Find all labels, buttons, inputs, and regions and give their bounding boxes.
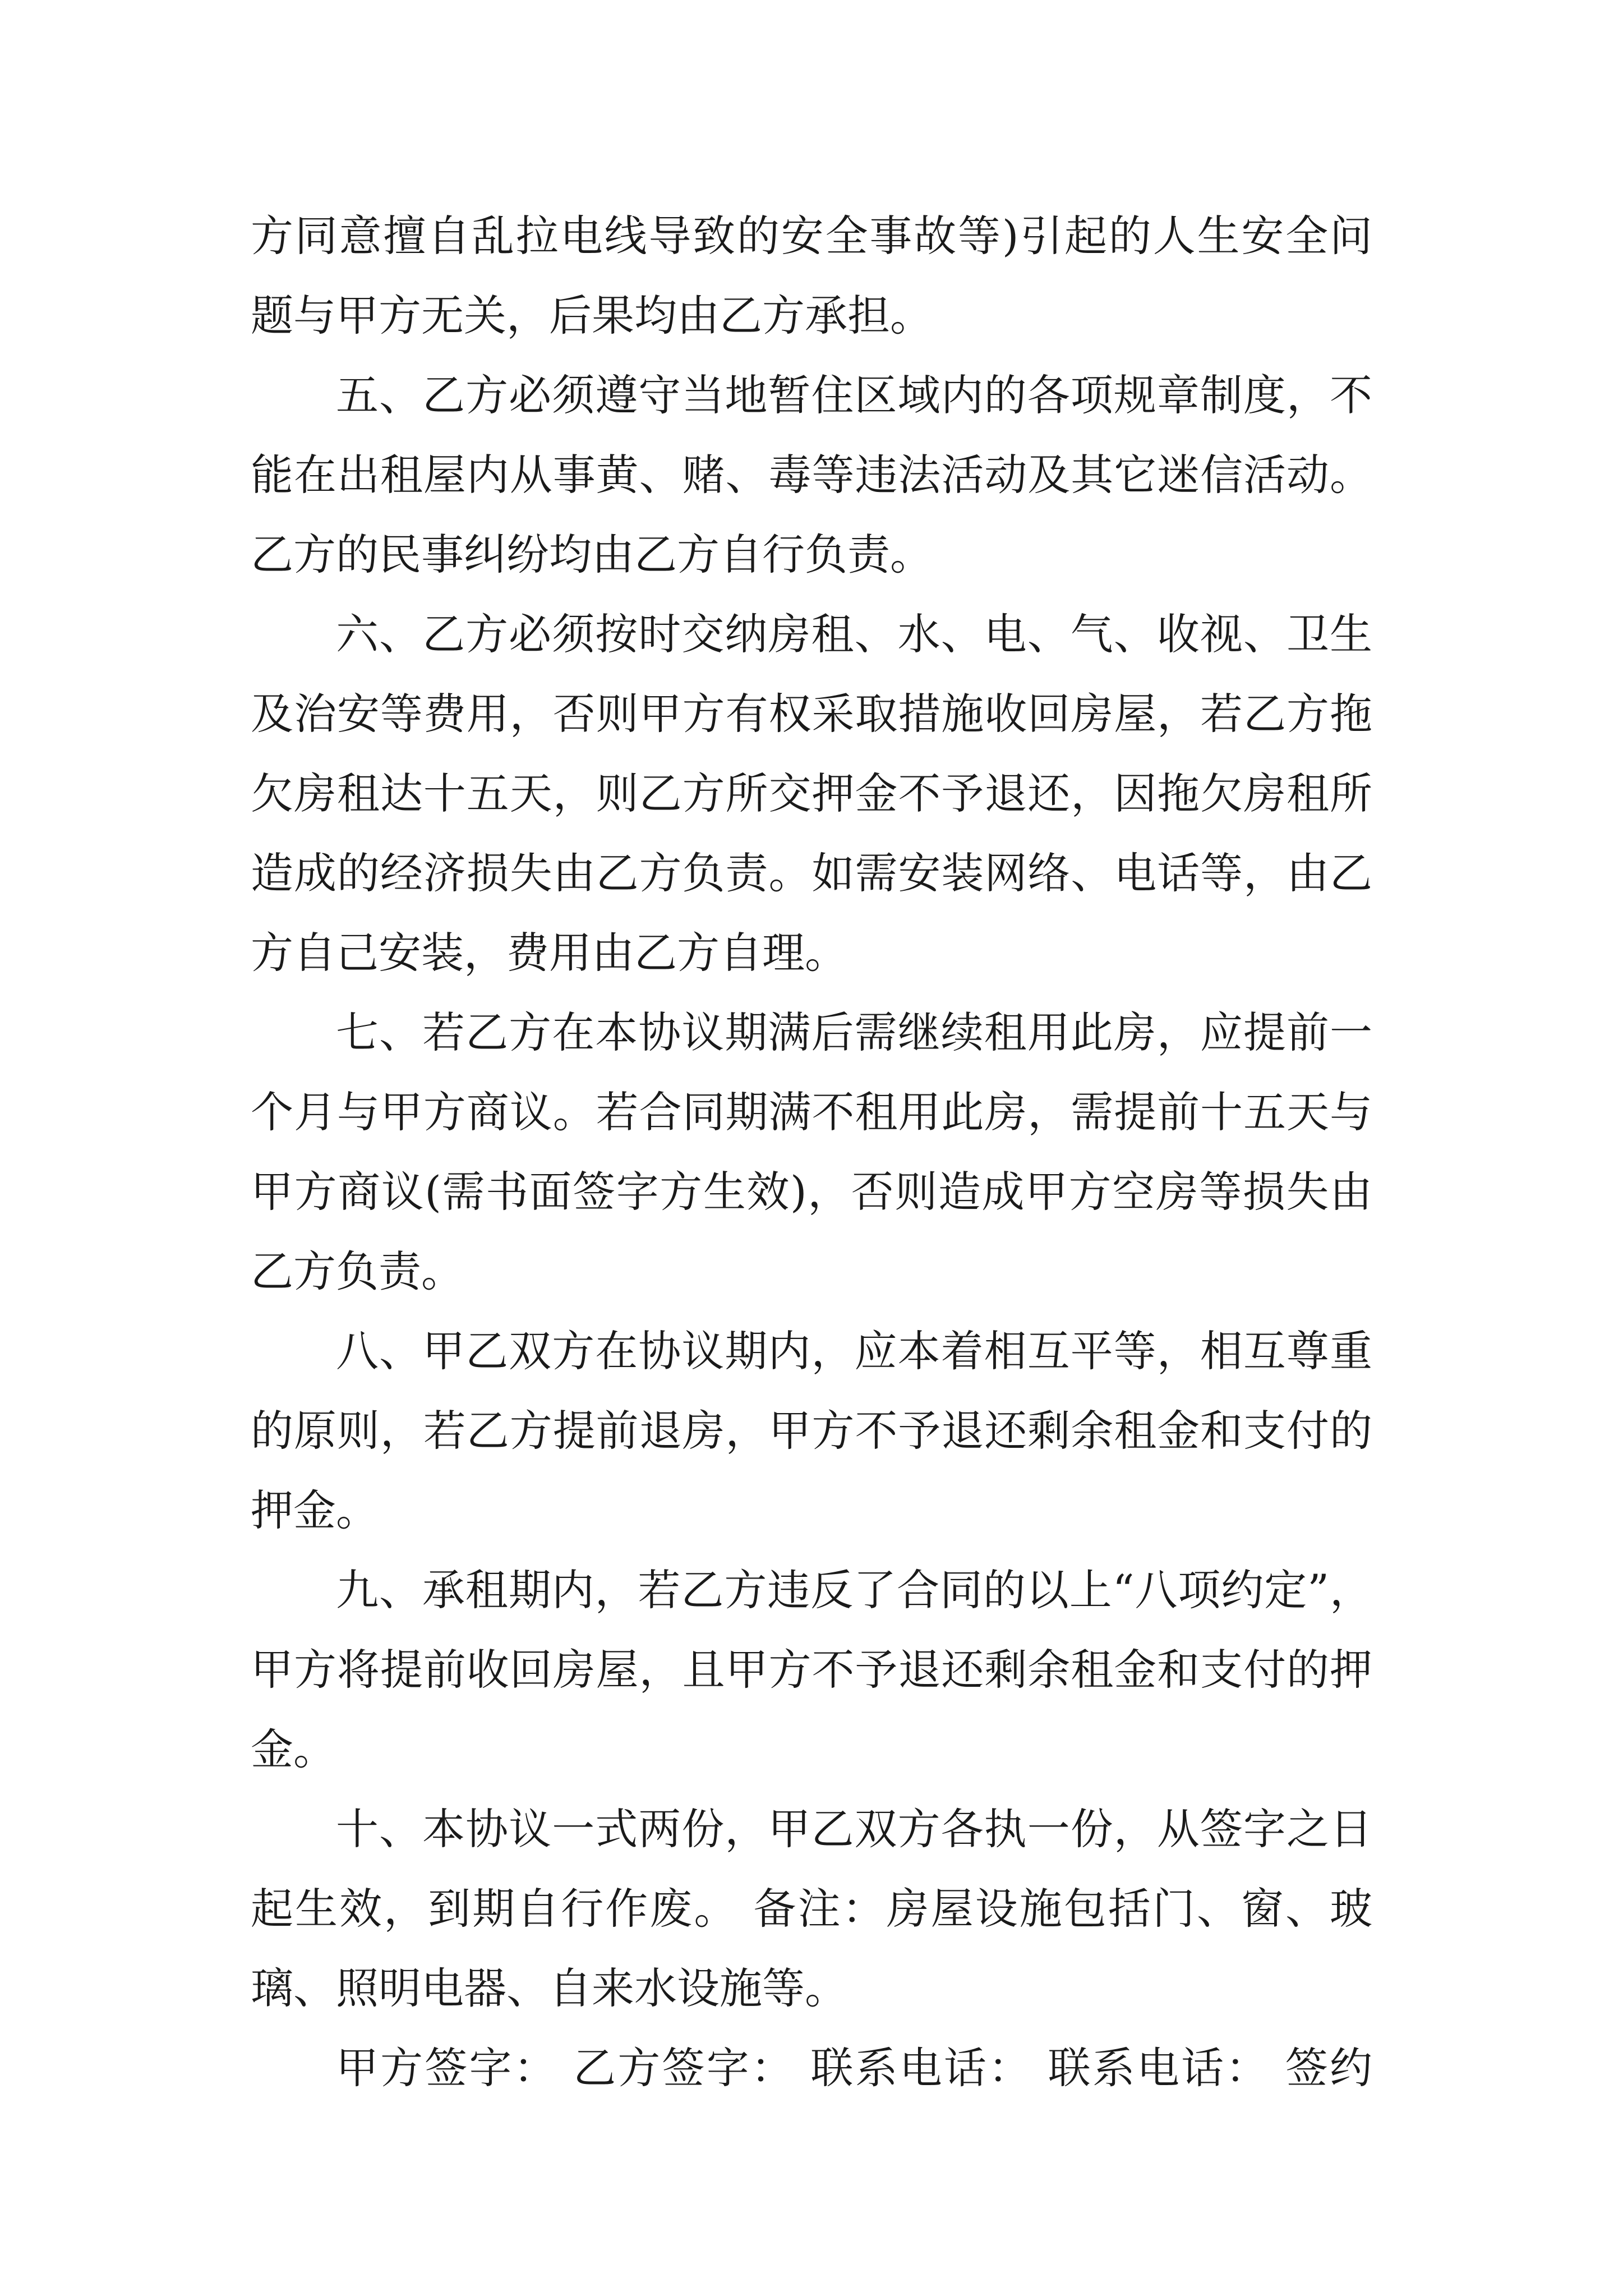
text-line: 乙方负责。	[251, 1246, 464, 1296]
text-line: 金。	[251, 1724, 336, 1774]
text-line: 个月与甲方商议。若合同期满不租用此房，需提前十五天与	[251, 1087, 1372, 1137]
text-line: 方同意擅自乱拉电线导致的安全事故等)引起的人生安全问	[251, 211, 1372, 261]
text-line: 及治安等费用，否则甲方有权采取措施收回房屋，若乙方拖	[251, 689, 1372, 739]
paragraph-p7	[251, 993, 1372, 1312]
paragraph-p5	[251, 356, 1372, 595]
text-line: 甲方签字： 乙方签字： 联系电话： 联系电话： 签约	[336, 2043, 1372, 2093]
text-line: 起生效，到期自行作废。 备注：房屋设施包括门、窗、玻	[251, 1884, 1372, 1934]
paragraph-sign	[251, 2028, 1372, 2108]
text-line: 方自己安装，费用由乙方自理。	[251, 928, 847, 978]
paragraph-cont	[251, 196, 1372, 356]
contract-body-text	[251, 196, 1372, 2108]
text-line: 五、乙方必须遵守当地暂住区域内的各项规章制度，不	[336, 370, 1372, 420]
text-line: 甲方商议(需书面签字方生效)，否则造成甲方空房等损失由	[251, 1167, 1372, 1217]
text-line: 能在出租屋内从事黄、赌、毒等违法活动及其它迷信活动。	[251, 450, 1372, 500]
text-line: 甲方将提前收回房屋，且甲方不予退还剩余租金和支付的押	[251, 1645, 1372, 1695]
text-line: 欠房租达十五天，则乙方所交押金不予退还，因拖欠房租所	[251, 769, 1372, 818]
text-line: 造成的经济损失由乙方负责。如需安装网络、电话等，由乙	[251, 848, 1372, 898]
paragraph-p6	[251, 595, 1372, 993]
text-line: 六、乙方必须按时交纳房租、水、电、气、收视、卫生	[336, 609, 1372, 659]
paragraph-p10	[251, 1789, 1372, 2028]
paragraph-p8	[251, 1312, 1372, 1550]
text-line: 的原则，若乙方提前退房，甲方不予退还剩余租金和支付的	[251, 1406, 1372, 1456]
text-line: 题与甲方无关，后果均由乙方承担。	[251, 291, 933, 341]
text-line: 八、甲乙双方在协议期内，应本着相互平等，相互尊重	[336, 1326, 1372, 1376]
text-line: 璃、照明电器、自来水设施等。	[251, 1963, 847, 2013]
text-line: 九、承租期内，若乙方违反了合同的以上“八项约定”，	[336, 1565, 1372, 1615]
text-line: 十、本协议一式两份，甲乙双方各执一份，从签字之日	[336, 1804, 1372, 1854]
text-line: 乙方的民事纠纷均由乙方自行负责。	[251, 530, 933, 579]
text-line: 七、若乙方在本协议期满后需继续租用此房，应提前一	[336, 1007, 1372, 1057]
text-line: 押金。	[251, 1485, 379, 1535]
paragraph-p9	[251, 1550, 1372, 1789]
